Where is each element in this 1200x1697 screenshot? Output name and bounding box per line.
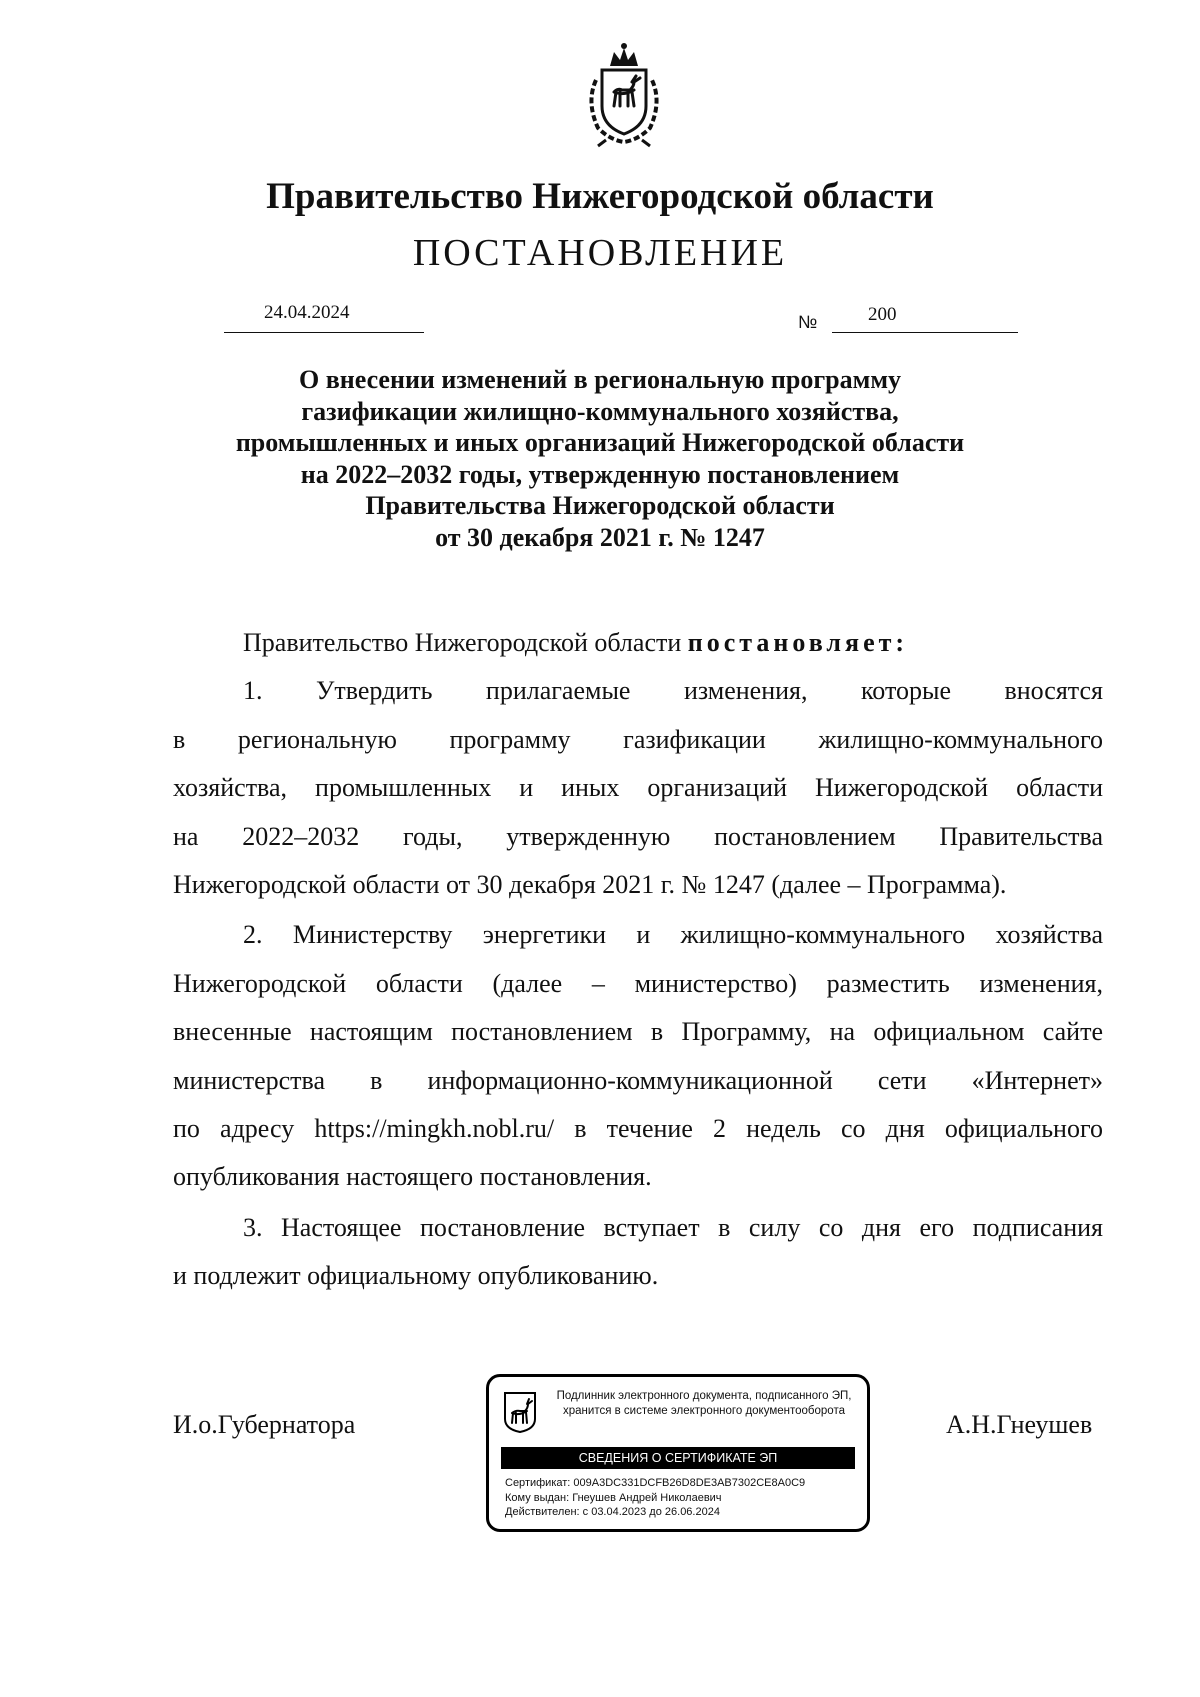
certificate-label: Сертификат: bbox=[505, 1477, 571, 1489]
paragraph-3-line: 3. Настоящее постановление вступает в силу со дня его подписания bbox=[243, 1213, 1103, 1242]
stamp-header-line: Подлинник электронного документа, подписанного ЭП, bbox=[556, 1390, 852, 1402]
issued-to-value: Гнеушев Андрей Николаевич bbox=[572, 1491, 722, 1504]
paragraph-2-line: Нижегородской области (далее – министерство) разместить изменения, bbox=[173, 969, 1103, 998]
paragraph-1-line: Нижегородской области от 30 декабря 2021 г. № 1247 (далее – Программа). bbox=[173, 870, 1007, 899]
paragraph-2-line: опубликования настоящего постановления. bbox=[173, 1162, 652, 1191]
number-field bbox=[832, 304, 1018, 333]
e-signature-stamp bbox=[486, 1374, 870, 1532]
organization-title: Правительство Нижегородской области bbox=[266, 176, 934, 217]
issued-to-row bbox=[505, 1491, 805, 1506]
deer-emblem-icon bbox=[503, 1391, 537, 1433]
preamble-text: Правительство Нижегородской области bbox=[243, 628, 682, 657]
title-line: Правительства Нижегородской области bbox=[365, 491, 835, 520]
document-number: 200 bbox=[868, 304, 897, 325]
paragraph-2-line: 2. Министерству энергетики и жилищно-коммунального хозяйства bbox=[243, 920, 1103, 949]
validity-value: с 03.04.2023 до 26.06.2024 bbox=[582, 1506, 720, 1518]
title-line: О внесении изменений в региональную программу bbox=[298, 365, 902, 394]
validity-row bbox=[505, 1505, 805, 1520]
title-line: от 30 декабря 2021 г. № 1247 bbox=[435, 522, 765, 552]
document-date: 24.04.2024 bbox=[264, 302, 350, 323]
document-type: ПОСТАНОВЛЕНИЕ bbox=[412, 232, 788, 274]
paragraph-2-line: внесенные настоящим постановлением в Программу, на официальном сайте bbox=[173, 1017, 1103, 1046]
document-title bbox=[0, 364, 1200, 553]
date-field bbox=[224, 302, 424, 333]
stamp-header bbox=[545, 1389, 863, 1419]
issued-to-label: Кому выдан: bbox=[505, 1491, 570, 1504]
preamble-emphasis: постановляет: bbox=[687, 628, 909, 657]
signatory-position: И.о.Губернатора bbox=[173, 1410, 356, 1439]
paragraph-2-line: по адресу https://mingkh.nobl.ru/ в течение 2 недель со дня официального bbox=[173, 1114, 1103, 1143]
certificate-row bbox=[505, 1476, 805, 1491]
number-label: № bbox=[798, 312, 818, 332]
title-line: на 2022–2032 годы, утвержденную постановлением bbox=[300, 459, 900, 489]
title-line: промышленных и иных организаций Нижегородской области bbox=[235, 428, 965, 457]
validity-label: Действителен: bbox=[505, 1506, 580, 1518]
paragraph-1-line: хозяйства, промышленных и иных организаций Нижегородской области bbox=[173, 773, 1103, 802]
stamp-header-line: хранится в системе электронного документооборота bbox=[563, 1405, 845, 1417]
paragraph-2-line: министерства в информационно-коммуникационной сети «Интернет» bbox=[173, 1066, 1103, 1095]
coat-of-arms-icon bbox=[576, 40, 672, 148]
paragraph-1-line: на 2022–2032 годы, утвержденную постановлением Правительства bbox=[173, 822, 1103, 851]
certificate-value: 009A3DC331DCFB26D8DE3AB7302CE8A0C9 bbox=[573, 1477, 806, 1489]
preamble bbox=[243, 628, 908, 658]
certificate-details bbox=[505, 1476, 805, 1520]
title-line: газификации жилищно-коммунального хозяйства, bbox=[301, 396, 899, 426]
certificate-info-bar: СВЕДЕНИЯ О СЕРТИФИКАТЕ ЭП bbox=[501, 1447, 855, 1469]
paragraph-3-line: и подлежит официальному опубликованию. bbox=[173, 1261, 659, 1290]
signatory-name: А.Н.Гнеушев bbox=[946, 1410, 1093, 1439]
paragraph-1-line: 1. Утвердить прилагаемые изменения, которые вносятся bbox=[243, 676, 1103, 705]
paragraph-1-line: в региональную программу газификации жилищно-коммунального bbox=[173, 725, 1103, 754]
